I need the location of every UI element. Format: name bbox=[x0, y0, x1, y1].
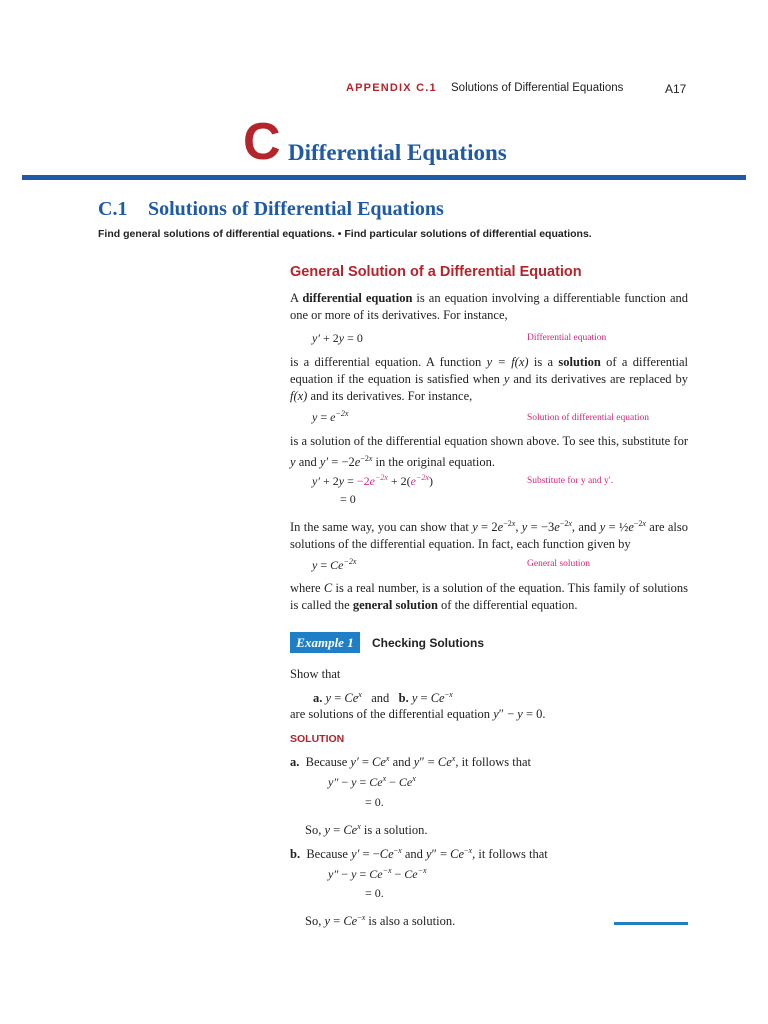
example-show-that: Show that bbox=[290, 667, 341, 681]
paragraph-intro: A differential equation is an equation involving a differentiable function and one or more of its derivatives. For instance, bbox=[290, 291, 688, 322]
solution-part-b-conclusion: So, $y = Ce^{-x}$ is also a solution. bbox=[305, 913, 456, 929]
solution-part-a-eq1: $y'' - y = Ce^x - Ce^x$ bbox=[328, 774, 416, 789]
term-solution: solution bbox=[558, 355, 601, 369]
running-header-title: Solutions of Differential Equations bbox=[451, 82, 624, 94]
paragraph-general-solution: where C is a real number, is a solution of the equation. This family of solutions is called the general solution of the differential equation. bbox=[290, 581, 688, 612]
continuation-rule bbox=[614, 922, 688, 925]
appendix-label: APPENDIX C.1 bbox=[346, 82, 437, 94]
chapter-title: Differential Equations bbox=[288, 140, 507, 165]
solution-part-a-eq2: = 0. bbox=[365, 795, 384, 809]
example-badge: Example 1 bbox=[290, 632, 360, 653]
example-parts: a. $y = Ce^x$ and b. $y = Ce^{-x}$ bbox=[313, 690, 453, 706]
page-number: A17 bbox=[665, 82, 687, 96]
example-title: Checking Solutions bbox=[372, 636, 485, 650]
section-title: Solutions of Differential Equations bbox=[148, 198, 444, 220]
chapter-letter: C bbox=[243, 113, 281, 171]
margin-note-solution: Solution of differential equation bbox=[527, 413, 649, 423]
subsection-title: General Solution of a Differential Equation bbox=[290, 264, 582, 280]
term-differential-equation: differential equation bbox=[302, 291, 413, 305]
example-are-solutions: are solutions of the differential equation y″ − y = 0. bbox=[290, 707, 546, 721]
solution-part-a-conclusion: So, $y = Ce^x$ is a solution. bbox=[305, 822, 428, 838]
equation-differential: y′ + 2y = 0 bbox=[312, 331, 363, 345]
equation-substitution-line2: = 0 bbox=[340, 492, 356, 506]
solution-part-a-intro: a. Because $y' = Ce^x$ and $y'' = Ce^x$, it follows that bbox=[290, 754, 532, 770]
section-number: C.1 bbox=[98, 198, 128, 220]
paragraph-other-solutions: In the same way, you can show that $y = 2e^{-2x}$, $y = -3e^{-2x}$, and $y = \frac{1}{2}e^{-2x}$ are also solutions of the differential equation. In fact, each function given by bbox=[290, 519, 688, 552]
paragraph-substitute: is a solution of the differential equation shown above. To see this, substitute for y and $y' = -2e^{-2x}$ in the original equation. bbox=[290, 434, 688, 470]
paragraph-solution-definition: is a differential equation. A function y = f(x) is a solution of a differential equation if the equation is satisfied when y and its derivatives are replaced by f(x) and its derivatives. For instance, bbox=[290, 355, 688, 403]
chapter-rule bbox=[22, 175, 746, 180]
section-objectives: Find general solutions of differential equations. • Find particular solutions of differential equations. bbox=[98, 228, 592, 240]
solution-part-b-eq2: = 0. bbox=[365, 886, 384, 900]
margin-note-differential-equation: Differential equation bbox=[527, 333, 607, 343]
equation-substitution-line1: $y' + 2y = -2e^{-2x} + 2(e^{-2x})$ bbox=[312, 473, 433, 488]
solution-part-b-intro: b. Because $y' = -Ce^{-x}$ and $y'' = Ce^{-x}$, it follows that bbox=[290, 846, 548, 862]
solution-part-b-eq1: $y'' - y = Ce^{-x} - Ce^{-x}$ bbox=[328, 866, 427, 881]
equation-solution: $y = e^{-2x}$ bbox=[312, 409, 349, 424]
solution-label: SOLUTION bbox=[290, 733, 345, 745]
term-general-solution: general solution bbox=[352, 598, 438, 612]
margin-note-general-solution: General solution bbox=[527, 559, 591, 569]
equation-general-solution: $y = Ce^{-2x}$ bbox=[312, 557, 357, 572]
margin-note-substitute: Substitute for y and y′. bbox=[527, 476, 614, 486]
